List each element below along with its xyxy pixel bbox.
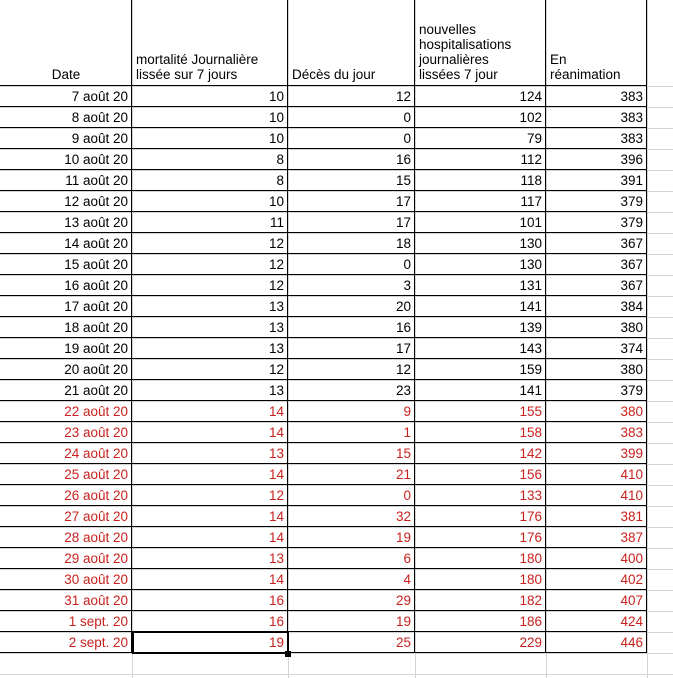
cell-rea[interactable]: 402 [546, 569, 647, 590]
cell-date[interactable]: 30 août 20 [0, 569, 132, 590]
cell-rea[interactable]: 367 [546, 275, 647, 296]
cell-deces[interactable]: 29 [288, 590, 415, 611]
cell-hosp[interactable]: 182 [415, 590, 546, 611]
cell-deces[interactable]: 17 [288, 191, 415, 212]
cell-mort[interactable]: 10 [132, 191, 288, 212]
cell-date[interactable]: 1 sept. 20 [0, 611, 132, 632]
cell-hosp[interactable]: 176 [415, 506, 546, 527]
cell-mort[interactable]: 10 [132, 86, 288, 107]
selected-cell-cursor[interactable] [132, 631, 289, 654]
cell-deces[interactable]: 20 [288, 296, 415, 317]
cell-rea[interactable]: 424 [546, 611, 647, 632]
cell-mort[interactable]: 8 [132, 170, 288, 191]
cell-deces[interactable]: 0 [288, 128, 415, 149]
header-deaths[interactable] [289, 0, 415, 86]
cell-hosp[interactable]: 229 [415, 632, 546, 653]
cell-date[interactable]: 25 août 20 [0, 464, 132, 485]
cell-mort[interactable]: 14 [132, 569, 288, 590]
cell-rea[interactable]: 383 [546, 422, 647, 443]
cell-mort[interactable]: 19 [132, 632, 288, 653]
cell-deces[interactable]: 18 [288, 233, 415, 254]
cell-mort[interactable]: 12 [132, 233, 288, 254]
cell-date[interactable]: 17 août 20 [0, 296, 132, 317]
cell-date[interactable]: 24 août 20 [0, 443, 132, 464]
header-deaths-label: Décès du jour [292, 67, 376, 82]
cell-mort[interactable]: 14 [132, 422, 288, 443]
header-date[interactable] [2, 0, 131, 86]
header-icu-line-2: réanimation [550, 67, 621, 82]
cell-deces[interactable]: 15 [288, 170, 415, 191]
cell-date[interactable]: 23 août 20 [0, 422, 132, 443]
cell-date[interactable]: 11 août 20 [0, 170, 132, 191]
cell-rea[interactable]: 367 [546, 233, 647, 254]
cell-deces[interactable]: 9 [288, 401, 415, 422]
cell-deces[interactable]: 21 [288, 464, 415, 485]
cell-rea[interactable]: 379 [546, 191, 647, 212]
cell-rea[interactable]: 410 [546, 485, 647, 506]
cell-hosp[interactable]: 159 [415, 359, 546, 380]
cell-deces[interactable]: 0 [288, 485, 415, 506]
cell-rea[interactable]: 400 [546, 548, 647, 569]
cell-date[interactable]: 19 août 20 [0, 338, 132, 359]
cell-rea[interactable]: 410 [546, 464, 647, 485]
cell-mort[interactable]: 8 [132, 149, 288, 170]
cell-mort[interactable]: 11 [132, 212, 288, 233]
header-border [414, 0, 415, 86]
header-date-label: Date [51, 67, 81, 82]
cell-hosp[interactable]: 101 [415, 212, 546, 233]
cell-deces[interactable]: 4 [288, 569, 415, 590]
cell-deces[interactable]: 32 [288, 506, 415, 527]
cell-date[interactable]: 27 août 20 [0, 506, 132, 527]
cell-date[interactable]: 18 août 20 [0, 317, 132, 338]
cell-date[interactable]: 28 août 20 [0, 527, 132, 548]
header-border [545, 0, 546, 86]
cell-rea[interactable]: 446 [546, 632, 647, 653]
cell-hosp[interactable]: 143 [415, 338, 546, 359]
cell-hosp[interactable]: 130 [415, 233, 546, 254]
cell-rea[interactable]: 380 [546, 401, 647, 422]
cell-rea[interactable]: 384 [546, 296, 647, 317]
cell-hosp[interactable]: 79 [415, 128, 546, 149]
header-mortality[interactable] [133, 0, 288, 86]
cell-date[interactable]: 7 août 20 [0, 86, 132, 107]
cell-mort[interactable]: 13 [132, 380, 288, 401]
header-hosp-line-3: journalières [419, 52, 489, 67]
cell-rea[interactable]: 407 [546, 590, 647, 611]
cell-hosp[interactable]: 156 [415, 464, 546, 485]
cell-date[interactable]: 13 août 20 [0, 212, 132, 233]
cell-mort[interactable]: 12 [132, 359, 288, 380]
cell-hosp[interactable]: 139 [415, 317, 546, 338]
cell-mort[interactable]: 16 [132, 611, 288, 632]
header-hospitalisations[interactable] [416, 0, 546, 86]
cell-hosp[interactable]: 112 [415, 149, 546, 170]
cell-hosp[interactable]: 124 [415, 86, 546, 107]
cell-date[interactable]: 31 août 20 [0, 590, 132, 611]
cell-deces[interactable]: 16 [288, 149, 415, 170]
cell-deces[interactable]: 0 [288, 107, 415, 128]
cell-rea[interactable]: 374 [546, 338, 647, 359]
cell-mort[interactable]: 14 [132, 401, 288, 422]
header-border [131, 0, 132, 86]
cell-hosp[interactable]: 142 [415, 443, 546, 464]
grid-row-line [0, 653, 673, 654]
cell-rea[interactable]: 383 [546, 86, 647, 107]
cell-mort[interactable]: 13 [132, 443, 288, 464]
cell-mort[interactable]: 10 [132, 128, 288, 149]
cell-date[interactable]: 22 août 20 [0, 401, 132, 422]
cell-deces[interactable]: 12 [288, 86, 415, 107]
cell-hosp[interactable]: 176 [415, 527, 546, 548]
cell-date[interactable]: 26 août 20 [0, 485, 132, 506]
header-icu-line-1: En [550, 52, 567, 67]
grid-column-line [647, 0, 648, 678]
cell-mort[interactable]: 13 [132, 338, 288, 359]
cell-date[interactable]: 14 août 20 [0, 233, 132, 254]
header-border [287, 0, 288, 86]
cell-deces[interactable]: 25 [288, 632, 415, 653]
cell-mort[interactable]: 13 [132, 548, 288, 569]
cell-date[interactable]: 15 août 20 [0, 254, 132, 275]
cell-mort[interactable]: 12 [132, 254, 288, 275]
header-mortality-line-1: mortalité Journalière [136, 52, 259, 67]
header-mortality-line-2: lissée sur 7 jours [136, 67, 238, 82]
cell-hosp[interactable]: 186 [415, 611, 546, 632]
cell-deces[interactable]: 19 [288, 611, 415, 632]
cell-date[interactable]: 9 août 20 [0, 128, 132, 149]
cell-deces[interactable]: 19 [288, 527, 415, 548]
cell-mort[interactable]: 16 [132, 590, 288, 611]
cell-rea[interactable]: 367 [546, 254, 647, 275]
cell-mort[interactable]: 13 [132, 317, 288, 338]
cell-hosp[interactable]: 133 [415, 485, 546, 506]
cell-date[interactable]: 8 août 20 [0, 107, 132, 128]
cell-hosp[interactable]: 158 [415, 422, 546, 443]
cell-rea[interactable]: 399 [546, 443, 647, 464]
cell-date[interactable]: 12 août 20 [0, 191, 132, 212]
cell-rea[interactable]: 391 [546, 170, 647, 191]
cell-deces[interactable]: 16 [288, 317, 415, 338]
cell-hosp[interactable]: 180 [415, 569, 546, 590]
cell-mort[interactable]: 14 [132, 506, 288, 527]
header-bottom-border [0, 85, 647, 86]
header-icu[interactable] [547, 0, 648, 86]
cell-rea[interactable]: 381 [546, 506, 647, 527]
cell-rea[interactable]: 380 [546, 317, 647, 338]
cell-mort[interactable]: 12 [132, 275, 288, 296]
cell-mort[interactable]: 14 [132, 527, 288, 548]
cell-rea[interactable]: 379 [546, 380, 647, 401]
cell-rea[interactable]: 396 [546, 149, 647, 170]
cell-hosp[interactable]: 117 [415, 191, 546, 212]
header-hosp-line-1: nouvelles [419, 22, 477, 37]
header-border [646, 0, 647, 86]
cell-date[interactable]: 10 août 20 [0, 149, 132, 170]
cell-mort[interactable]: 10 [132, 107, 288, 128]
cell-hosp[interactable]: 141 [415, 380, 546, 401]
cell-rea[interactable]: 380 [546, 359, 647, 380]
cell-hosp[interactable]: 131 [415, 275, 546, 296]
cell-date[interactable]: 29 août 20 [0, 548, 132, 569]
cell-hosp[interactable]: 180 [415, 548, 546, 569]
cell-rea[interactable]: 387 [546, 527, 647, 548]
cell-hosp[interactable]: 130 [415, 254, 546, 275]
cell-date[interactable]: 2 sept. 20 [0, 632, 132, 653]
cell-rea[interactable]: 383 [546, 107, 647, 128]
cell-hosp[interactable]: 102 [415, 107, 546, 128]
cell-deces[interactable]: 1 [288, 422, 415, 443]
cell-date[interactable]: 16 août 20 [0, 275, 132, 296]
grid-row-line [0, 674, 673, 675]
cell-deces[interactable]: 3 [288, 275, 415, 296]
cell-deces[interactable]: 0 [288, 254, 415, 275]
fill-handle[interactable] [285, 651, 291, 657]
cell-deces[interactable]: 23 [288, 380, 415, 401]
header-hosp-line-4: lissées 7 jour [419, 67, 498, 82]
cell-deces[interactable]: 6 [288, 548, 415, 569]
cell-mort[interactable]: 13 [132, 296, 288, 317]
cell-hosp[interactable]: 155 [415, 401, 546, 422]
cell-rea[interactable]: 379 [546, 212, 647, 233]
cell-hosp[interactable]: 141 [415, 296, 546, 317]
cell-deces[interactable]: 17 [288, 212, 415, 233]
cell-deces[interactable]: 15 [288, 443, 415, 464]
cell-rea[interactable]: 383 [546, 128, 647, 149]
header-hosp-line-2: hospitalisations [419, 37, 512, 52]
cell-deces[interactable]: 12 [288, 359, 415, 380]
cell-date[interactable]: 21 août 20 [0, 380, 132, 401]
cell-mort[interactable]: 14 [132, 464, 288, 485]
cell-hosp[interactable]: 118 [415, 170, 546, 191]
cell-mort[interactable]: 12 [132, 485, 288, 506]
cell-deces[interactable]: 17 [288, 338, 415, 359]
cell-date[interactable]: 20 août 20 [0, 359, 132, 380]
